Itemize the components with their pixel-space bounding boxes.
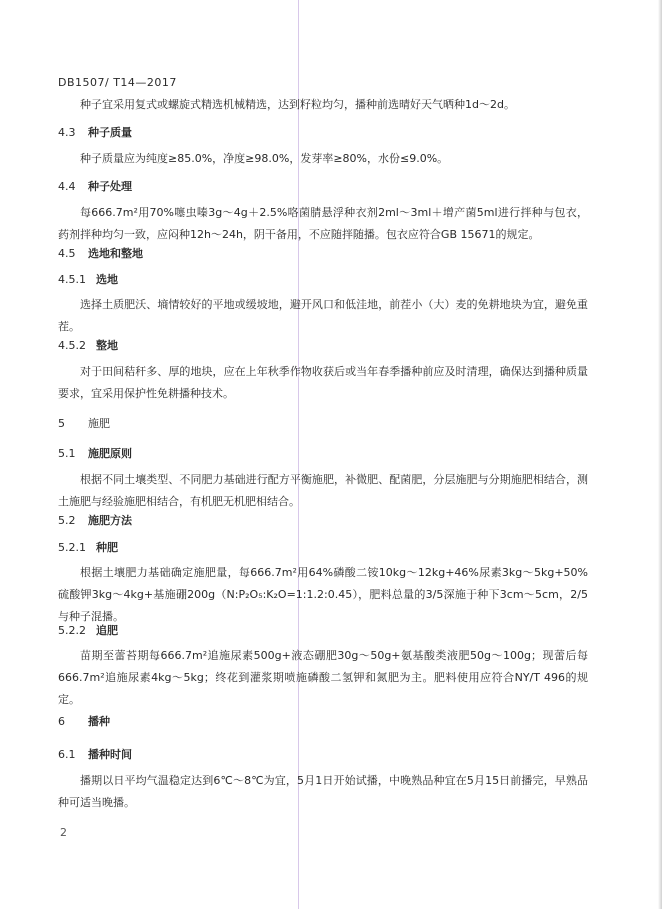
section-4-5-heading (58, 243, 588, 265)
paragraph-seed-quality: 种子质量应为纯度≥85.0%，净度≥98.0%，发芽率≥80%，水份≤9.0%。 (80, 152, 449, 165)
section-6-heading (58, 711, 588, 733)
section-number: 5.2 (58, 514, 76, 527)
section-5-2-2-heading (58, 620, 588, 642)
section-5-1-heading (58, 443, 588, 465)
section-title: 种肥 (96, 541, 118, 554)
section-title: 种子处理 (88, 180, 132, 193)
section-title: 施肥方法 (88, 514, 132, 527)
section-5-2-heading (58, 510, 588, 532)
section-number: 6 (58, 715, 65, 728)
section-number: 5 (58, 417, 65, 430)
section-number: 5.2.2 (58, 624, 86, 637)
page-number: 2 (60, 826, 67, 839)
paragraph-seed-treatment: 每666.7m²用70%噻虫嗪3g～4g＋2.5%咯菌腈悬浮种衣剂2ml～3ml＋增产菌5ml进行拌种与包衣，药剂拌种均匀一致，应闷种12h～24h，阴干备用，不应随拌随播。包衣应符合GB 15671的规定。 (58, 206, 588, 241)
section-title: 播种 (88, 715, 110, 728)
section-number: 4.3 (58, 126, 76, 139)
section-title: 施肥原则 (88, 447, 132, 460)
paragraph-land-preparation: 对于田间秸秆多、厚的地块，应在上年秋季作物收获后或当年春季播种前应及时清理，确保达到播种质量要求，宜采用保护性免耕播种技术。 (58, 365, 588, 400)
section-title: 追肥 (96, 624, 118, 637)
section-title: 整地 (96, 339, 118, 352)
section-number: 6.1 (58, 748, 76, 761)
section-5-heading (58, 413, 588, 435)
paragraph-seed-selection: 种子宜采用复式或螺旋式精选机械精选，达到籽粒均匀，播种前选晴好天气晒种1d～2d。 (80, 98, 515, 111)
document-code: DB1507/ T14—2017 (58, 76, 177, 89)
paragraph-top-dressing: 苗期至蕾苔期每666.7m²追施尿素500g+液态硼肥30g～50g+氨基酸类液肥50g～100g；现蕾后每666.7m²追施尿素4kg～5kg；终花到灌浆期喷施磷酸二氢钾和氮肥为主。肥料使用应符合NY/T 496的规定。 (58, 649, 588, 706)
section-number: 5.2.1 (58, 541, 86, 554)
paragraph-sowing-time: 播期以日平均气温稳定达到6℃～8℃为宜，5月1日开始试播，中晚熟品种宜在5月15日前播完，早熟品种可适当晚播。 (58, 774, 588, 809)
section-title: 种子质量 (88, 126, 132, 139)
section-4-3-heading (58, 122, 588, 144)
section-title: 播种时间 (88, 748, 132, 761)
section-number: 5.1 (58, 447, 76, 460)
paragraph-seed-fertilizer: 根据土壤肥力基础确定施肥量，每666.7m²用64%磷酸二铵10kg～12kg+46%尿素3kg～5kg+50%硫酸钾3kg～4kg+基施硼200g（N:P₂O₅:K₂O=1:1.2:0.45），肥料总量的3/5深施于种下3cm～5cm，2/5与种子混播。 (58, 566, 588, 623)
section-5-2-1-heading (58, 537, 588, 559)
section-number: 4.5.2 (58, 339, 86, 352)
paragraph-field-selection: 选择土质肥沃、墒情较好的平地或缓坡地，避开风口和低洼地，前茬小（大）麦的免耕地块为宜，避免重茬。 (58, 298, 588, 333)
section-title: 选地 (96, 273, 118, 286)
section-4-5-1-heading (58, 269, 588, 291)
section-6-1-heading (58, 744, 588, 766)
section-number: 4.5.1 (58, 273, 86, 286)
section-number: 4.4 (58, 180, 76, 193)
section-title: 选地和整地 (88, 247, 143, 260)
section-4-5-2-heading (58, 335, 588, 357)
scan-edge-shadow (658, 0, 662, 909)
section-number: 4.5 (58, 247, 76, 260)
paragraph-fertilization-principle: 根据不同土壤类型、不同肥力基础进行配方平衡施肥，补微肥、配菌肥，分层施肥与分期施肥相结合，测土施肥与经验施肥相结合，有机肥无机肥相结合。 (58, 473, 588, 508)
section-title: 施肥 (88, 417, 110, 430)
section-4-4-heading (58, 176, 588, 198)
